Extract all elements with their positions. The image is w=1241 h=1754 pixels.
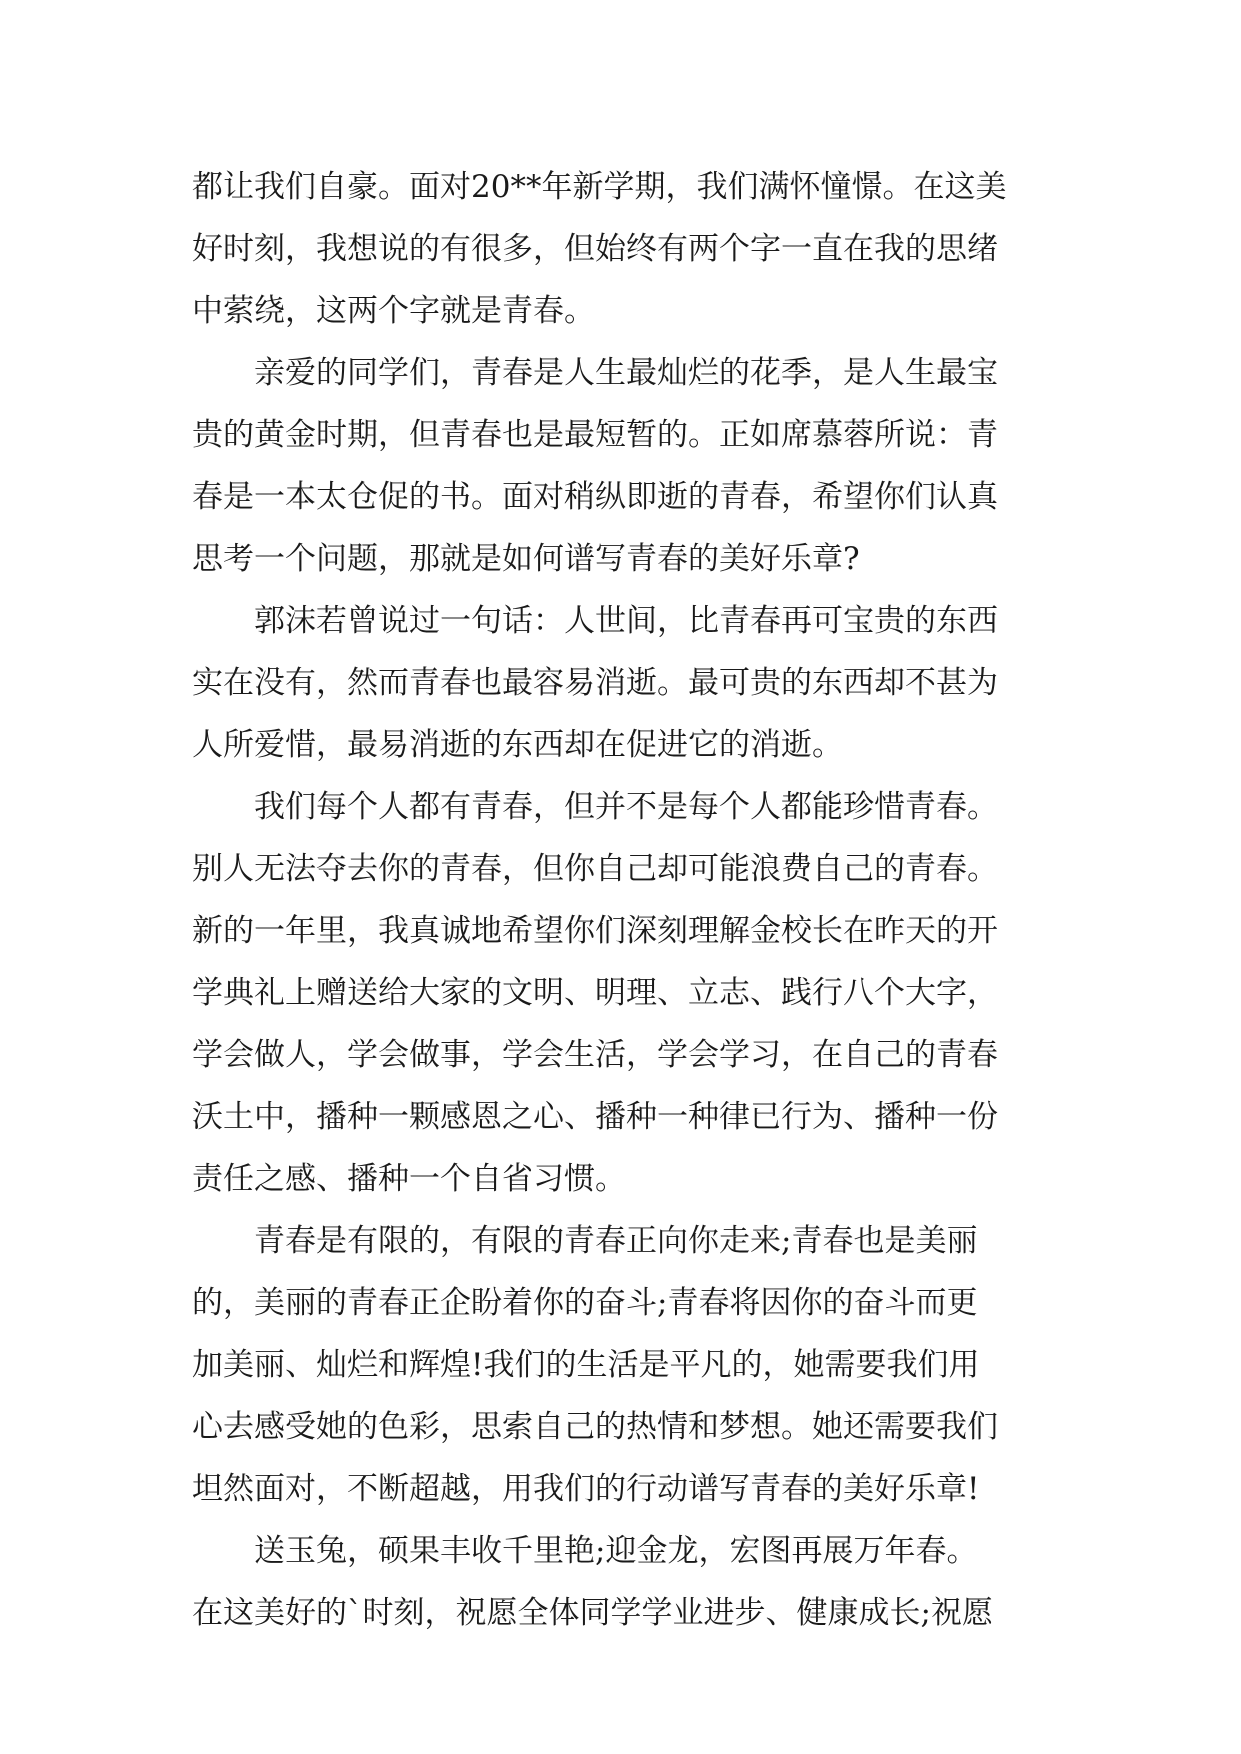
- text-line: 的，美丽的青春正企盼着你的奋斗;青春将因你的奋斗而更: [192, 1285, 978, 1321]
- paragraph: [192, 1210, 1052, 1520]
- text-line: 中萦绕，这两个字就是青春。: [192, 293, 595, 329]
- document-body: [192, 156, 1052, 1644]
- text-line: 送玉兔，硕果丰收千里艳;迎金龙，宏图再展万年春。: [254, 1533, 978, 1569]
- text-line: 新的一年里，我真诚地希望你们深刻理解金校长在昨天的开: [192, 913, 998, 949]
- text-line: 心去感受她的色彩，思索自己的热情和梦想。她还需要我们: [192, 1409, 998, 1445]
- text-line: 春是一本太仓促的书。面对稍纵即逝的青春，希望你们认真: [192, 479, 998, 515]
- text-line: 在这美好的`时刻，祝愿全体同学学业进步、健康成长;祝愿: [192, 1595, 993, 1631]
- text-line: 都让我们自豪。面对20**年新学期，我们满怀憧憬。在这美: [192, 169, 1007, 205]
- paragraph: [192, 156, 1052, 342]
- text-line: 贵的黄金时期，但青春也是最短暂的。正如席慕蓉所说：青: [192, 417, 998, 453]
- text-line: 别人无法夺去你的青春，但你自己却可能浪费自己的青春。: [192, 851, 998, 887]
- text-line: 人所爱惜，最易消逝的东西却在促进它的消逝。: [192, 727, 843, 763]
- text-line: 学典礼上赠送给大家的文明、明理、立志、践行八个大字，: [192, 975, 998, 1011]
- paragraph: [192, 342, 1052, 590]
- text-line: 实在没有，然而青春也最容易消逝。最可贵的东西却不甚为: [192, 665, 998, 701]
- paragraph: [192, 776, 1052, 1210]
- text-line: 青春是有限的，有限的青春正向你走来;青春也是美丽: [254, 1223, 978, 1259]
- text-line: 思考一个问题，那就是如何谱写青春的美好乐章?: [192, 541, 860, 577]
- text-line: 亲爱的同学们，青春是人生最灿烂的花季，是人生最宝: [254, 355, 998, 391]
- text-line: 学会做人，学会做事，学会生活，学会学习，在自己的青春: [192, 1037, 998, 1073]
- paragraph: [192, 590, 1052, 776]
- text-line: 好时刻，我想说的有很多，但始终有两个字一直在我的思绪: [192, 231, 998, 267]
- text-line: 责任之感、播种一个自省习惯。: [192, 1161, 626, 1197]
- text-line: 郭沫若曾说过一句话：人世间，比青春再可宝贵的东西: [254, 603, 998, 639]
- text-line: 加美丽、灿烂和辉煌!我们的生活是平凡的，她需要我们用: [192, 1347, 980, 1383]
- text-line: 我们每个人都有青春，但并不是每个人都能珍惜青春。: [254, 789, 998, 825]
- text-line: 坦然面对，不断超越，用我们的行动谱写青春的美好乐章!: [192, 1471, 980, 1507]
- paragraph: [192, 1520, 1052, 1644]
- text-line: 沃土中，播种一颗感恩之心、播种一种律已行为、播种一份: [192, 1099, 998, 1135]
